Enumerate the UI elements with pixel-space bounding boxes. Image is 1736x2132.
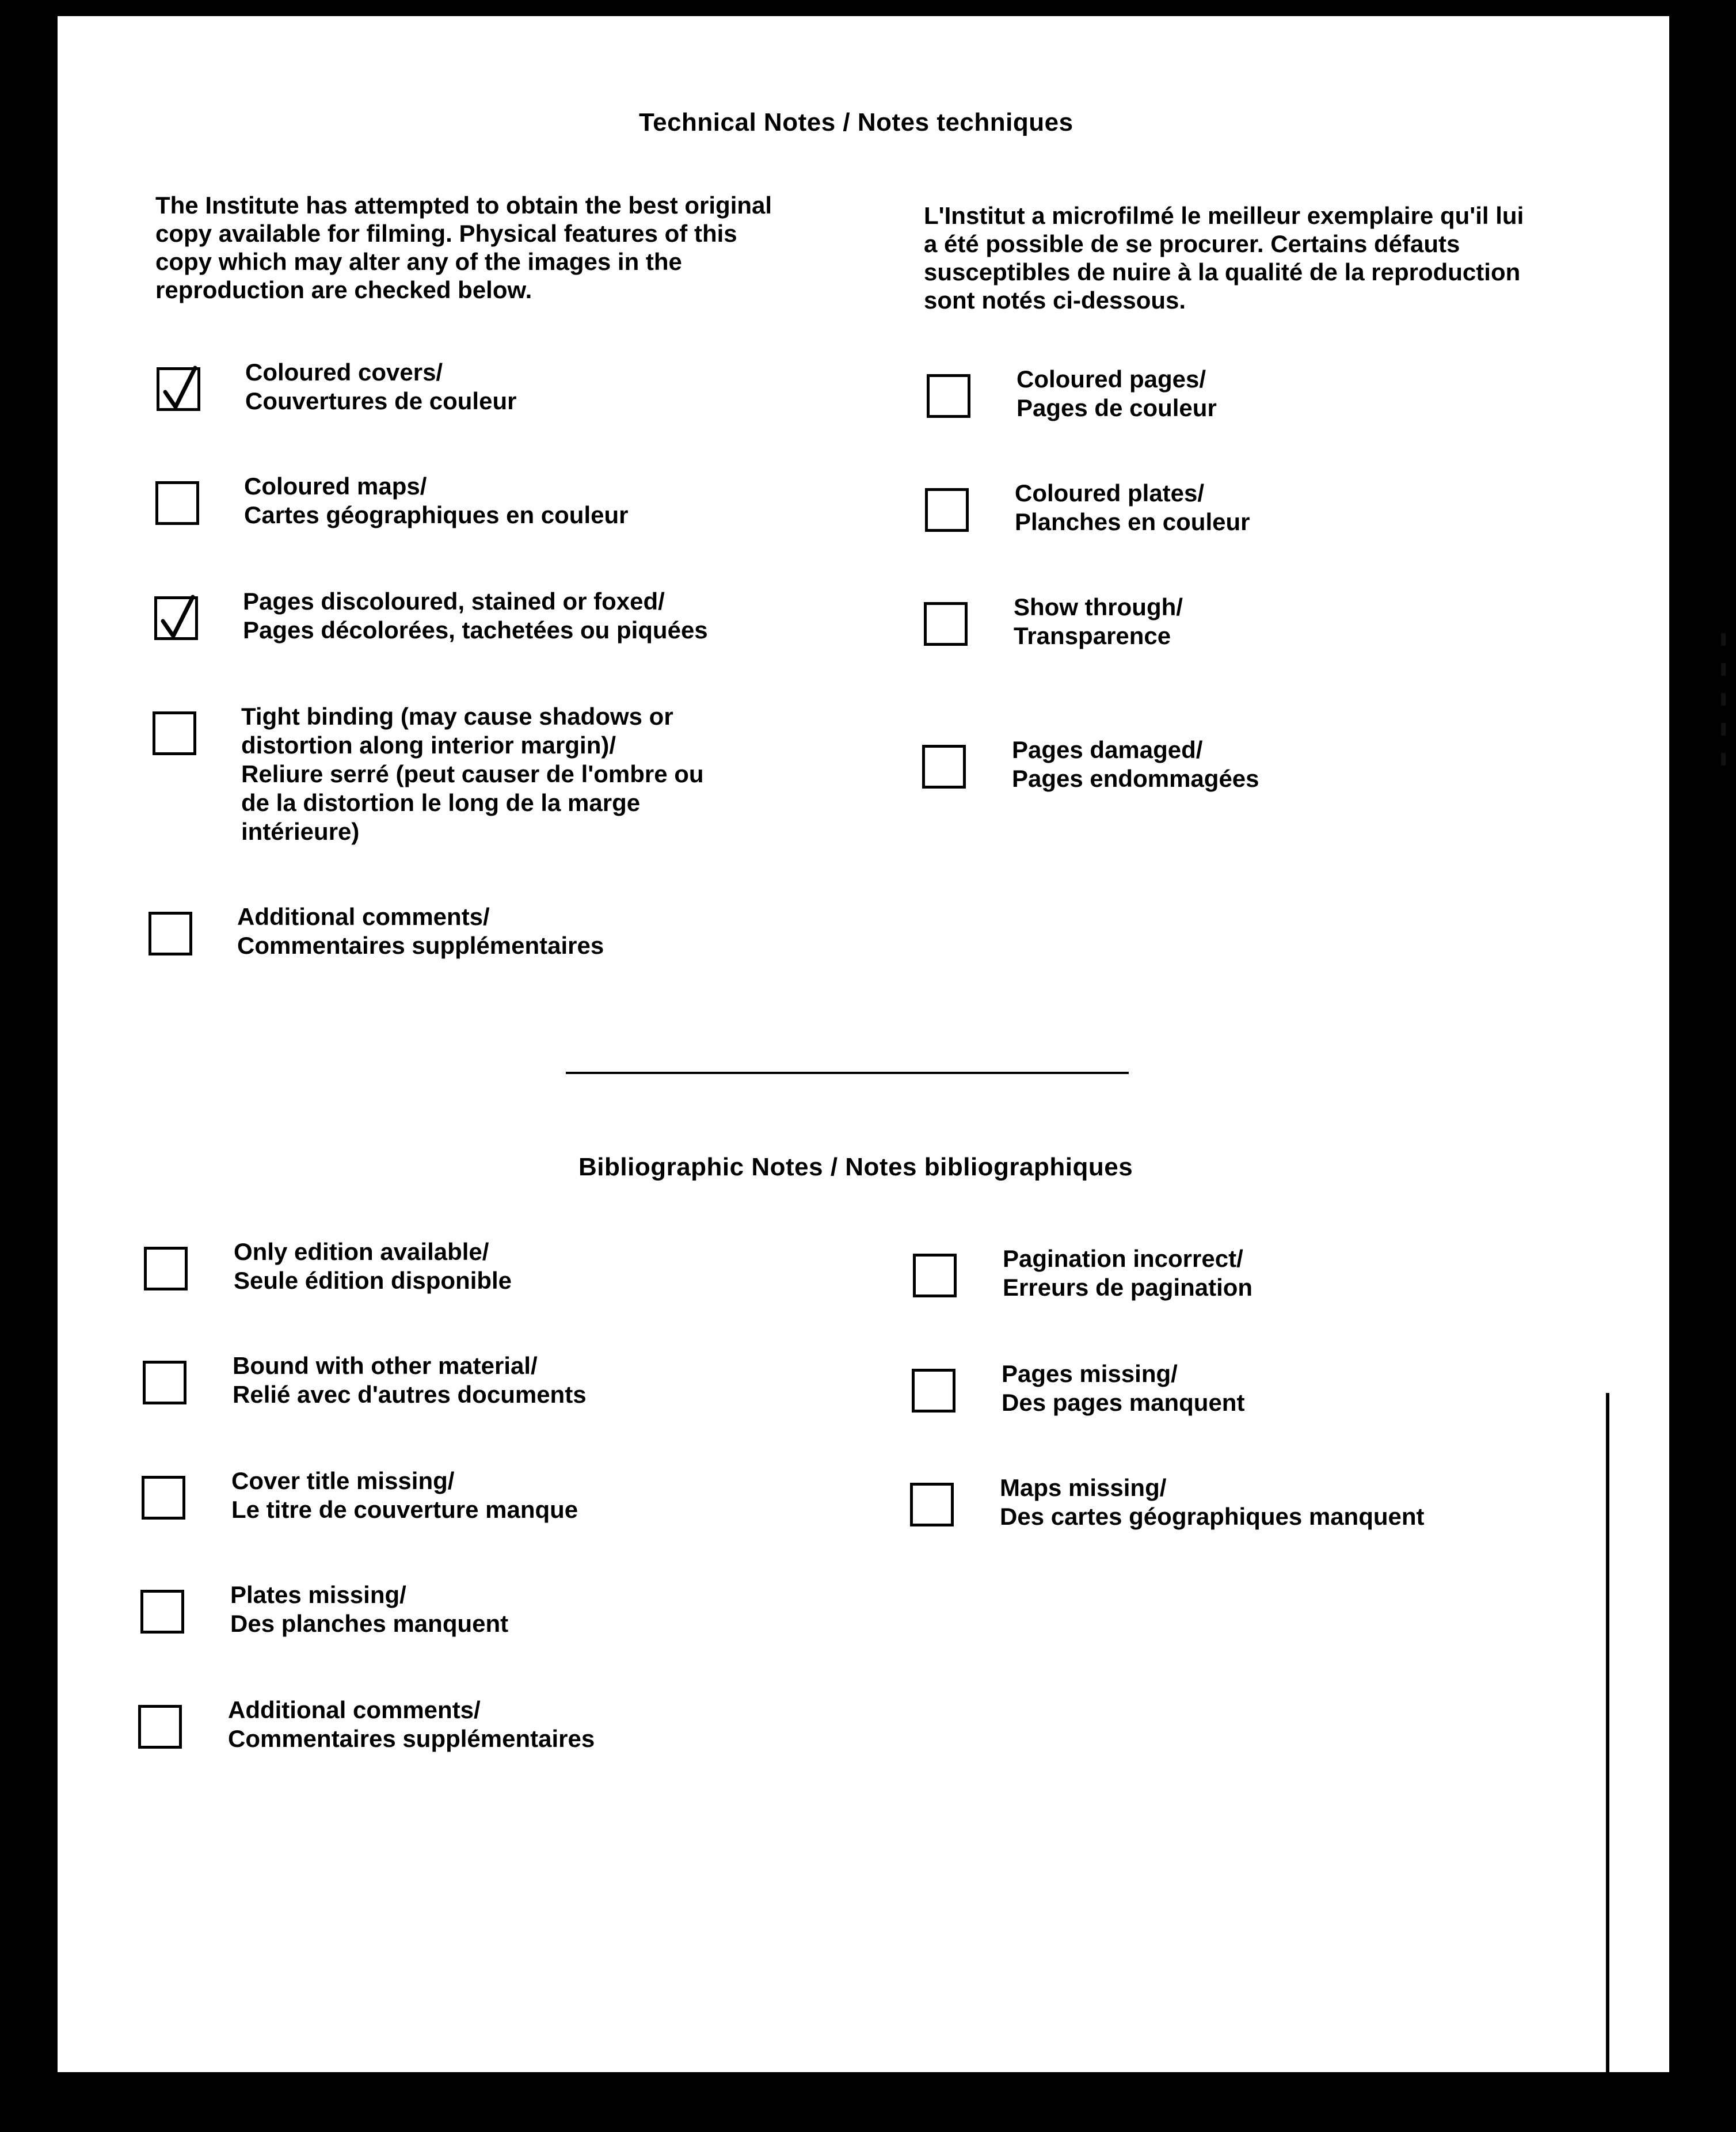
checkmark-icon	[155, 593, 201, 643]
pagination-incorrect-label: Pagination incorrect/ Erreurs de pagination	[1003, 1245, 1253, 1301]
adjacent-page-edge	[1721, 633, 1726, 783]
only-edition-label: Only edition available/ Seule édition disponible	[234, 1238, 512, 1294]
pagination-incorrect-checkbox[interactable]	[913, 1254, 957, 1297]
tight-binding-checkbox[interactable]	[153, 711, 196, 755]
coloured-pages-label: Coloured pages/ Pages de couleur	[1017, 366, 1217, 421]
tight-binding-label: Tight binding (may cause shadows or distortion along interior margin)/ Reliure serré (peut causer de l'ombre ou de la distortion le long de la marge intérieure)	[241, 703, 704, 845]
section-divider	[566, 1072, 1129, 1074]
pages-discoloured-checkbox[interactable]	[154, 596, 198, 640]
coloured-maps-label: Coloured maps/ Cartes géographiques en couleur	[244, 473, 629, 528]
plates-missing-checkbox[interactable]	[140, 1590, 184, 1634]
coloured-plates-checkbox[interactable]	[925, 488, 969, 532]
show-through-checkbox[interactable]	[924, 602, 968, 646]
only-edition-checkbox[interactable]	[144, 1247, 188, 1290]
coloured-covers-label: Coloured covers/ Couvertures de couleur	[245, 359, 517, 414]
coloured-plates-label: Coloured plates/ Planches en couleur	[1015, 479, 1250, 535]
technical-additional-comments-checkbox[interactable]	[149, 912, 192, 955]
bibliographic-additional-comments-label: Additional comments/ Commentaires supplémentaires	[228, 1696, 595, 1752]
scanned-page	[58, 16, 1669, 2072]
pages-damaged-checkbox[interactable]	[922, 745, 966, 789]
bibliographic-notes-title: Bibliographic Notes / Notes bibliographiques	[578, 1153, 1133, 1181]
coloured-covers-checkbox[interactable]	[157, 367, 200, 411]
show-through-label: Show through/ Transparence	[1014, 593, 1183, 649]
checkmark-icon	[157, 364, 203, 414]
pages-damaged-label: Pages damaged/ Pages endommagées	[1012, 736, 1259, 792]
bound-with-checkbox[interactable]	[143, 1361, 186, 1404]
plates-missing-label: Plates missing/ Des planches manquent	[230, 1581, 509, 1637]
bibliographic-additional-comments-checkbox[interactable]	[138, 1705, 182, 1749]
maps-missing-label: Maps missing/ Des cartes géographiques manquent	[1000, 1474, 1425, 1530]
page-fold-shadow	[1606, 1393, 1609, 2073]
coloured-pages-checkbox[interactable]	[927, 374, 970, 418]
bound-with-label: Bound with other material/ Relié avec d'autres documents	[233, 1352, 587, 1408]
technical-additional-comments-label: Additional comments/ Commentaires supplémentaires	[237, 903, 604, 959]
pages-missing-label: Pages missing/ Des pages manquent	[1002, 1360, 1245, 1416]
cover-title-missing-label: Cover title missing/ Le titre de couverture manque	[231, 1467, 578, 1523]
technical-intro-english: The Institute has attempted to obtain the best original copy available for filming. Physical features of this copy which may alter any of the images in the reproduction are checked below.	[155, 192, 772, 303]
technical-notes-title: Technical Notes / Notes techniques	[639, 108, 1073, 136]
coloured-maps-checkbox[interactable]	[155, 481, 199, 525]
cover-title-missing-checkbox[interactable]	[142, 1476, 185, 1520]
maps-missing-checkbox[interactable]	[910, 1483, 954, 1526]
pages-discoloured-label: Pages discoloured, stained or foxed/ Pages décolorées, tachetées ou piquées	[243, 588, 708, 644]
pages-missing-checkbox[interactable]	[912, 1369, 955, 1413]
technical-intro-french: L'Institut a microfilmé le meilleur exemplaire qu'il lui a été possible de se procurer. Certains défauts susceptibles de nuire à la qualité de la reproduction sont notés ci-dessous.	[924, 202, 1524, 314]
